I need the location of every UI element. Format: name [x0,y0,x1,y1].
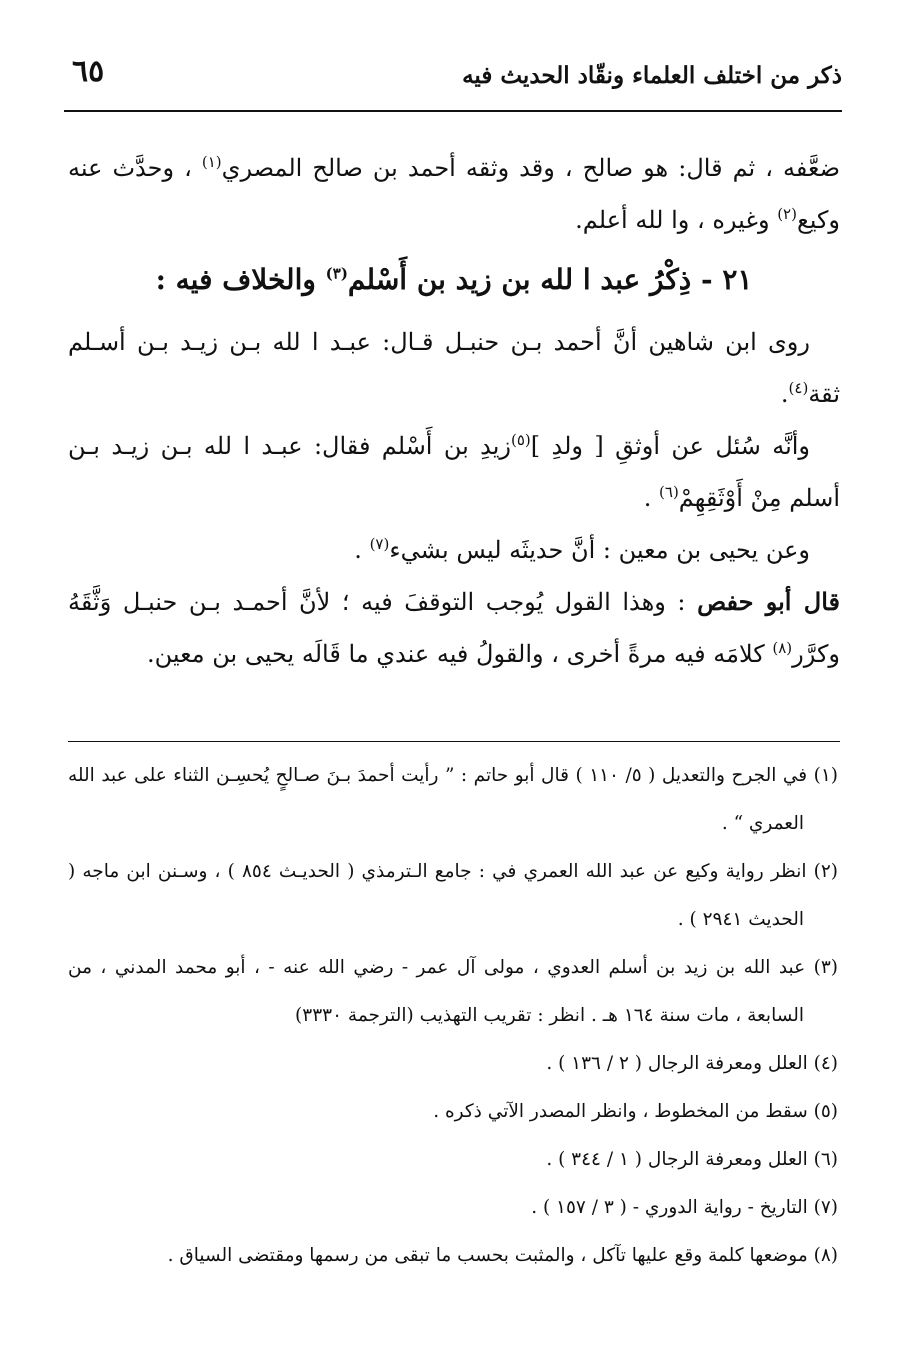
paragraph-1 [68,142,840,246]
footnote-ref-2: (٢) [777,205,797,223]
main-text [68,142,840,680]
footnote-ref-3: (٣) [325,264,348,283]
heading-text: والخلاف فيه : [155,263,326,296]
running-title: ذكر من اختلف العلماء ونقّاد الحديث فيه [462,62,842,89]
footnote-8: (٨) موضعها كلمة وقع عليها تآكل ، والمثبت بحسب ما تبقى من رسمها ومقتضى السياق . [167,1245,838,1266]
footnote-divider [68,741,840,742]
speaker-label: قال أبو حفص [697,587,840,616]
footnote-ref-5: (٥) [511,431,531,449]
text-run: ، وحدَّث عنه وكيع [68,154,840,234]
text-run: زيدِ بن أَسْلم فقال: عبـد ا لله بـن زيـد بـن أسلم مِنْ أَوْثَقِهِمْ [68,432,840,512]
footnote-1: (١) في الجرح والتعديل ( ٥/ ١١٠ ) قال أبو حاتم : ” رأيت أحمدَ بـنَ صـالحٍ يُحسِـن الثناء على عبد الله العمري “ . [68,765,838,834]
paragraph-3 [68,420,840,524]
footnote-2: (٢) انظر رواية وكيع عن عبد الله العمري في : جامع الـترمذي ( الحديـث ٨٥٤ ) ، وسـنن ابن ماجه ( الحديث ٢٩٤١ ) . [68,861,838,930]
text-run: وغيره ، وا لله أعلم. [575,206,778,234]
footnote-7: (٧) التاريخ - رواية الدوري - ( ٣ / ١٥٧ ) . [531,1197,838,1218]
footnote-ref-8: (٨) [772,639,793,657]
text-run: : وهذا القول يُوجب التوقفَ فيه ؛ لأنَّ أحمـد بـن حنبـل وَثَّقَهُ وكرَّر [68,588,840,668]
footnote-5: (٥) سقط من المخطوط ، وانظر المصدر الآتي ذكره . [433,1101,838,1122]
paragraph-2 [68,316,840,420]
paragraph-4 [68,524,840,576]
section-heading [68,254,840,306]
footnote-ref-7: (٧) [369,535,390,553]
page-number: ٦٥ [72,54,105,89]
text-run: وأنَّه سُئل عن أوثقِ [ ولدِ ] [530,432,811,460]
heading-text: ٢١ - ذِكْرُ عبد ا لله بن زيد بن أَسْلم [347,263,753,296]
text-run: روى ابن شاهين أنَّ أحمد بـن حنبـل قـال: عبـد ا لله بـن زيـد بـن أسـلم ثقة [68,328,840,408]
text-run: . [354,536,370,564]
text-run: وعن يحيى بن معين : أنَّ حديثَه ليس بشيء [389,536,810,564]
text-run: كلامَه فيه مرةً أخرى ، والقولُ فيه عندي ما قَالَه يحيى بن معين. [147,640,773,668]
footnote-4: (٤) العلل ومعرفة الرجال ( ٢ / ١٣٦ ) . [546,1053,838,1074]
footnote-ref-1: (١) [201,153,222,171]
text-run: . [780,380,789,408]
footnotes [68,752,838,1280]
header-divider [64,110,842,112]
text-run: . [643,484,660,512]
paragraph-5 [68,576,840,680]
footnote-ref-6: (٦) [659,483,679,501]
footnote-6: (٦) العلل ومعرفة الرجال ( ١ / ٣٤٤ ) . [546,1149,838,1170]
footnote-3: (٣) عبد الله بن زيد بن أسلم العدوي ، مولى آل عمر - رضي الله عنه - ، أبو محمد المدني ، من السابعة ، مات سنة ١٦٤ هـ . انظر : تقريب التهذيب (الترجمة ٣٣٣٠) [68,957,838,1026]
footnote-ref-4: (٤) [788,379,809,397]
text-run: ضعَّفه ، ثم قال: هو صالح ، وقد وثقه أحمد بن صالح المصري [221,154,840,182]
